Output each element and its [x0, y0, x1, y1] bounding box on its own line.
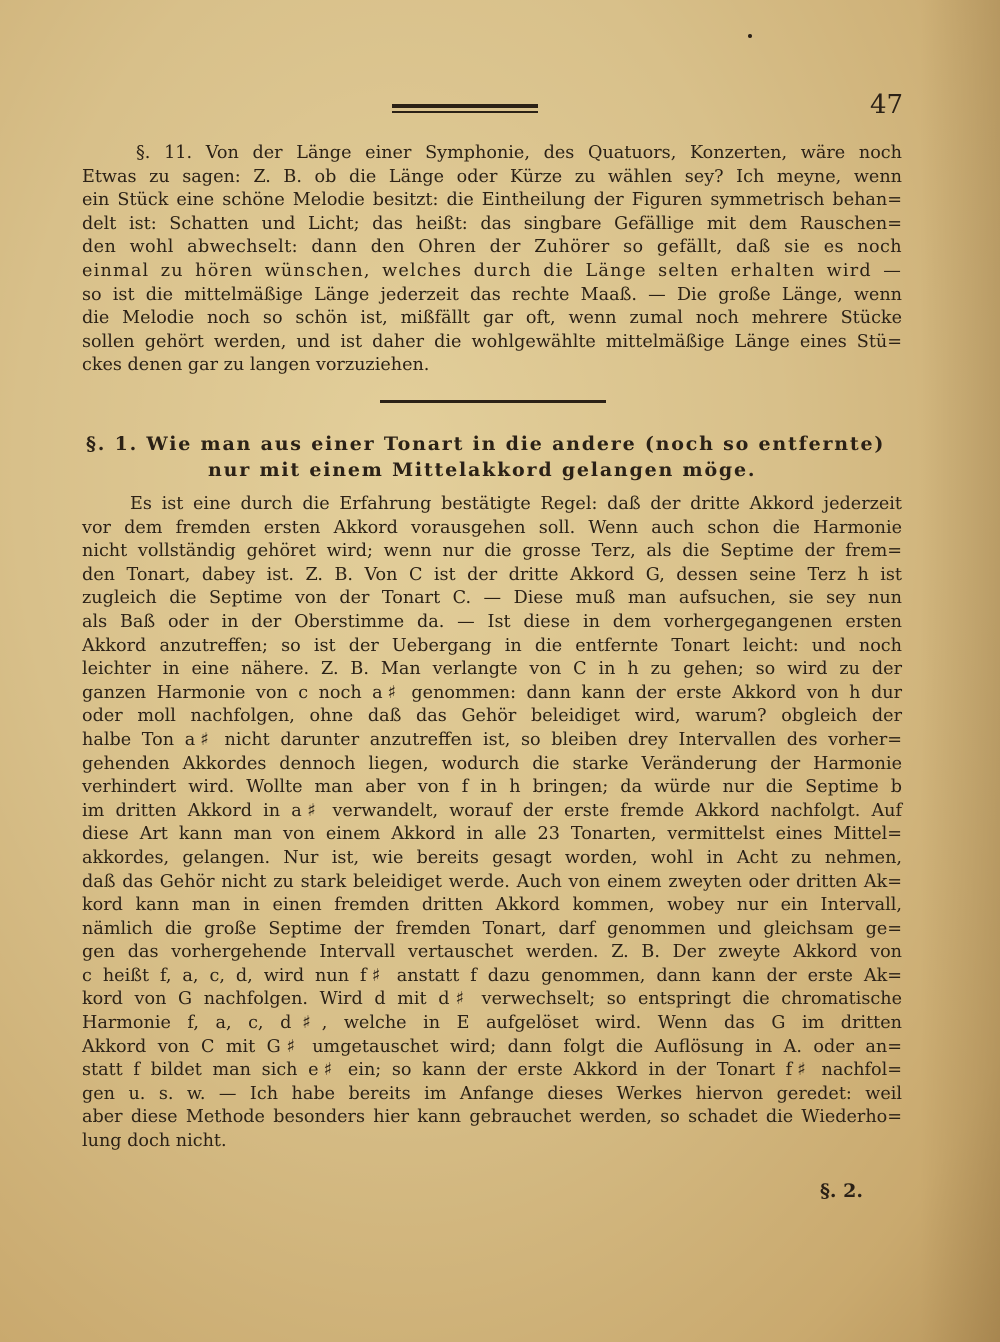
text-line: oder moll nachfolgen, ohne daß das Gehör beleidiget wird, warum? obgleich der [82, 706, 902, 727]
heading-line-2: nur mit einem Mittelakkord gelangen möge. [208, 459, 757, 481]
text-line: ein Stück eine schöne Melodie besitzt: die Eintheilung der Figuren symmetrisch behan= [82, 190, 902, 211]
text-line: einmal zu hören wünschen, welches durch die Länge selten erhalten wird — [82, 260, 902, 281]
text-line: Akkord von C mit G♯ umgetauschet wird; dann folgt die Auflösung in A. oder an= [82, 1036, 902, 1057]
text-line: den Tonart, dabey ist. Z. B. Von C ist der dritte Akkord G, dessen seine Terz h ist [82, 564, 902, 585]
text-line: gen das vorhergehende Intervall vertauschet werden. Z. B. Der zweyte Akkord von [82, 942, 902, 963]
section-1-paragraph [82, 493, 902, 1154]
text-line: zugleich die Septime von der Tonart C. — Diese muß man aufsuchen, sie sey nun [82, 588, 902, 609]
section-11-paragraph [82, 142, 902, 378]
text-line: Etwas zu sagen: Z. B. ob die Länge oder Kürze zu wählen sey? Ich meyne, wenn [82, 166, 902, 187]
text-line: nämlich die große Septime der fremden Tonart, darf genommen und gleichsam ge= [82, 918, 902, 939]
text-line: delt ist: Schatten und Licht; das heißt: das singbare Gefällige mit dem Rauschen= [82, 213, 902, 234]
text-line: kord kann man in einen fremden dritten Akkord kommen, wobey nur ein Intervall, [82, 895, 902, 916]
text-line: vor dem fremden ersten Akkord vorausgehen soll. Wenn auch schon die Harmonie [82, 517, 902, 538]
catchword: §. 2. [820, 1180, 864, 1202]
page-number: 47 [870, 90, 904, 120]
text-line: Harmonie f, a, c, d♯, welche in E aufgelöset wird. Wenn das G im dritten [82, 1013, 902, 1034]
text-line: nicht vollständig gehöret wird; wenn nur die grosse Terz, als die Septime der frem= [82, 541, 902, 562]
top-rule-thin [392, 111, 538, 113]
section-heading [86, 431, 906, 483]
text-line: halbe Ton a♯ nicht darunter anzutreffen ist, so bleiben drey Intervallen des vorher= [82, 729, 902, 750]
text-line: so ist die mittelmäßige Länge jederzeit das rechte Maaß. — Die große Länge, wenn [82, 284, 902, 305]
text-line: aber diese Methode besonders hier kann gebrauchet werden, so schadet die Wiederho= [82, 1107, 902, 1128]
section-divider [380, 400, 606, 403]
text-line: ckes denen gar zu langen vorzuziehen. [82, 355, 430, 376]
text-line: ganzen Harmonie von c noch a♯ genommen: dann kann der erste Akkord von h dur [82, 682, 902, 703]
text-line: diese Art kann man von einem Akkord in alle 23 Tonarten, vermittelst eines Mittel= [82, 824, 902, 845]
text-line: im dritten Akkord in a♯ verwandelt, worauf der erste fremde Akkord nachfolgt. Auf [82, 800, 902, 821]
text-line: kord von G nachfolgen. Wird d mit d♯ verwechselt; so entspringt die chromatische [82, 989, 902, 1010]
text-line: den wohl abwechselt: dann den Ohren der Zuhörer so gefällt, daß sie es noch [82, 237, 902, 258]
text-line: daß das Gehör nicht zu stark beleidiget werde. Auch von einem zweyten oder dritten Ak= [82, 871, 902, 892]
ink-speck [748, 34, 752, 38]
text-line: §. 11. Von der Länge einer Symphonie, des Quatuors, Konzerten, wäre noch [136, 143, 902, 163]
text-line: leichter in eine nähere. Z. B. Man verlangte von C in h zu gehen; so wird zu der [82, 659, 902, 680]
text-line: c heißt f, a, c, d, wird nun f♯ anstatt f dazu genommen, dann kann der erste Ak= [82, 965, 902, 986]
text-line: akkordes, gelangen. Nur ist, wie bereits gesagt worden, wohl in Acht zu nehmen, [82, 847, 902, 868]
text-line: Akkord anzutreffen; so ist der Uebergang in die entfernte Tonart leicht: und noch [82, 635, 902, 656]
text-line: als Baß oder in der Oberstimme da. — Ist diese in dem vorhergegangenen ersten [82, 611, 902, 632]
top-rule [392, 104, 538, 108]
text-line: die Melodie noch so schön ist, mißfällt gar oft, wenn zumal noch mehrere Stücke [82, 308, 902, 329]
text-line: sollen gehört werden, und ist daher die wohlgewählte mittelmäßige Länge eines Stü= [82, 331, 902, 352]
text-line: gehenden Akkordes dennoch liegen, wodurch die starke Veränderung der Harmonie [82, 753, 902, 774]
text-line: gen u. s. w. — Ich habe bereits im Anfange dieses Werkes hiervon geredet: weil [82, 1083, 902, 1104]
text-line: lung doch nicht. [82, 1131, 227, 1152]
text-line: Es ist eine durch die Erfahrung bestätigte Regel: daß der dritte Akkord jederzeit [130, 494, 902, 514]
text-line: verhindert wird. Wollte man aber von f in h bringen; da würde nur die Septime b [82, 777, 902, 798]
heading-line-1: §. 1. Wie man aus einer Tonart in die andere (noch so entfernte) [86, 433, 886, 455]
text-line: statt f bildet man sich e♯ ein; so kann der erste Akkord in der Tonart f♯ nachfol= [82, 1060, 902, 1081]
